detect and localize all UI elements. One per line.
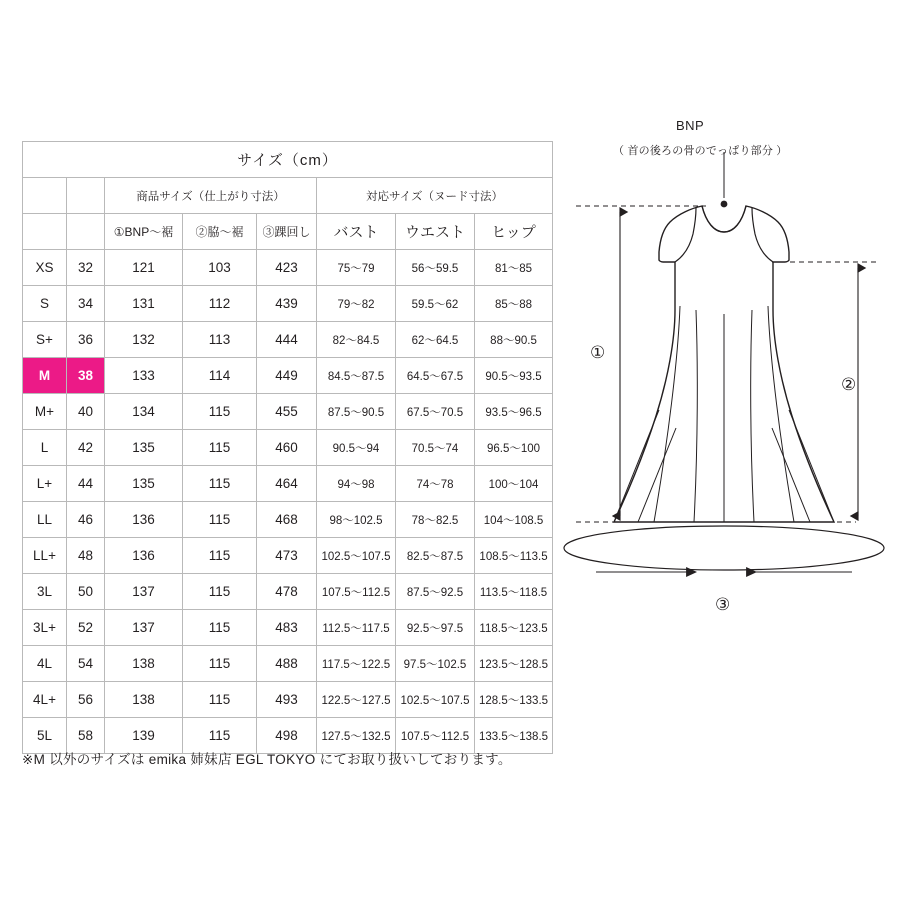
- table-row: [23, 466, 553, 502]
- table-row: [23, 502, 553, 538]
- cell-number: 40: [67, 394, 105, 430]
- cell-waist: 107.5〜112.5: [396, 718, 475, 754]
- cell-number: 34: [67, 286, 105, 322]
- cell-number: 38: [67, 358, 105, 394]
- col-header-side-hem: ②脇〜裾: [183, 214, 257, 250]
- cell-hip: 108.5〜113.5: [475, 538, 553, 574]
- cell-number: 48: [67, 538, 105, 574]
- cell-bust: 94〜98: [317, 466, 396, 502]
- cell-hip: 100〜104: [475, 466, 553, 502]
- cell-bnp-hem: 135: [105, 430, 183, 466]
- cell-hip: 93.5〜96.5: [475, 394, 553, 430]
- cell-number: 42: [67, 430, 105, 466]
- cell-bnp-hem: 132: [105, 322, 183, 358]
- cell-size: 3L: [23, 574, 67, 610]
- cell-number: 46: [67, 502, 105, 538]
- table-column-header-row: [23, 214, 553, 250]
- cell-hem-circumference: 493: [257, 682, 317, 718]
- cell-bnp-hem: 138: [105, 682, 183, 718]
- table-row: [23, 574, 553, 610]
- table-row: [23, 250, 553, 286]
- cell-bust: 112.5〜117.5: [317, 610, 396, 646]
- col-header-size: [23, 214, 67, 250]
- measure-marker-1: ①: [590, 343, 606, 362]
- page-title: サイズ（cm）: [23, 142, 553, 178]
- cell-hem-circumference: 439: [257, 286, 317, 322]
- table-row: [23, 358, 553, 394]
- bnp-point: [721, 201, 728, 208]
- cell-waist: 78〜82.5: [396, 502, 475, 538]
- group-product-size: 商品サイズ（仕上がり寸法）: [105, 178, 317, 214]
- cell-hem-circumference: 483: [257, 610, 317, 646]
- cell-bnp-hem: 137: [105, 574, 183, 610]
- table-row: [23, 610, 553, 646]
- cell-hip: 81〜85: [475, 250, 553, 286]
- cell-waist: 59.5〜62: [396, 286, 475, 322]
- cell-bnp-hem: 137: [105, 610, 183, 646]
- cell-side-hem: 112: [183, 286, 257, 322]
- group-blank-1: [23, 178, 67, 214]
- cell-hip: 118.5〜123.5: [475, 610, 553, 646]
- cell-hip: 96.5〜100: [475, 430, 553, 466]
- cell-hip: 133.5〜138.5: [475, 718, 553, 754]
- cell-hem-circumference: 478: [257, 574, 317, 610]
- cell-bnp-hem: 136: [105, 502, 183, 538]
- col-header-bnp-hem: ①BNP〜裾: [105, 214, 183, 250]
- cell-hip: 128.5〜133.5: [475, 682, 553, 718]
- table-group-header-row: [23, 178, 553, 214]
- cell-hem-circumference: 460: [257, 430, 317, 466]
- col-header-waist: ウエスト: [396, 214, 475, 250]
- cell-waist: 64.5〜67.5: [396, 358, 475, 394]
- cell-bust: 117.5〜122.5: [317, 646, 396, 682]
- cell-bnp-hem: 131: [105, 286, 183, 322]
- cell-side-hem: 115: [183, 430, 257, 466]
- cell-bnp-hem: 133: [105, 358, 183, 394]
- cell-number: 32: [67, 250, 105, 286]
- hem-circumference-ellipse: [564, 526, 884, 570]
- cell-bnp-hem: 134: [105, 394, 183, 430]
- cell-side-hem: 115: [183, 538, 257, 574]
- cell-size: 3L+: [23, 610, 67, 646]
- cell-side-hem: 103: [183, 250, 257, 286]
- cell-number: 50: [67, 574, 105, 610]
- cell-hip: 123.5〜128.5: [475, 646, 553, 682]
- cell-side-hem: 115: [183, 718, 257, 754]
- cell-bust: 87.5〜90.5: [317, 394, 396, 430]
- cell-size: S+: [23, 322, 67, 358]
- bnp-description: （ 首の後ろの骨のでっぱり部分 ）: [613, 145, 788, 157]
- cell-hem-circumference: 468: [257, 502, 317, 538]
- cell-size: M+: [23, 394, 67, 430]
- cell-waist: 70.5〜74: [396, 430, 475, 466]
- cell-bnp-hem: 138: [105, 646, 183, 682]
- group-matching-size: 対応サイズ（ヌード寸法）: [317, 178, 553, 214]
- cell-waist: 67.5〜70.5: [396, 394, 475, 430]
- cell-waist: 92.5〜97.5: [396, 610, 475, 646]
- cell-number: 36: [67, 322, 105, 358]
- cell-hip: 90.5〜93.5: [475, 358, 553, 394]
- cell-number: 44: [67, 466, 105, 502]
- cell-hem-circumference: 498: [257, 718, 317, 754]
- size-table-body: [23, 250, 553, 754]
- cell-waist: 82.5〜87.5: [396, 538, 475, 574]
- cell-hem-circumference: 449: [257, 358, 317, 394]
- cell-size: L+: [23, 466, 67, 502]
- cell-number: 56: [67, 682, 105, 718]
- cell-side-hem: 115: [183, 574, 257, 610]
- cell-side-hem: 115: [183, 394, 257, 430]
- table-row: [23, 430, 553, 466]
- table-row: [23, 322, 553, 358]
- cell-bust: 98〜102.5: [317, 502, 396, 538]
- cell-side-hem: 115: [183, 466, 257, 502]
- cell-bust: 102.5〜107.5: [317, 538, 396, 574]
- measure-marker-2: ②: [841, 375, 857, 394]
- cell-side-hem: 114: [183, 358, 257, 394]
- cell-number: 54: [67, 646, 105, 682]
- col-header-hip: ヒップ: [475, 214, 553, 250]
- cell-side-hem: 115: [183, 682, 257, 718]
- size-table: [22, 141, 553, 754]
- cell-number: 52: [67, 610, 105, 646]
- bnp-label: BNP: [676, 118, 705, 133]
- cell-waist: 74〜78: [396, 466, 475, 502]
- col-header-hem-circumference: ③踝回し: [257, 214, 317, 250]
- cell-waist: 97.5〜102.5: [396, 646, 475, 682]
- cell-bust: 79〜82: [317, 286, 396, 322]
- cell-waist: 62〜64.5: [396, 322, 475, 358]
- cell-hip: 104〜108.5: [475, 502, 553, 538]
- cell-side-hem: 115: [183, 502, 257, 538]
- cell-hem-circumference: 444: [257, 322, 317, 358]
- group-blank-2: [67, 178, 105, 214]
- cell-hip: 85〜88: [475, 286, 553, 322]
- cell-bust: 75〜79: [317, 250, 396, 286]
- cell-size: 4L+: [23, 682, 67, 718]
- size-table-container: [22, 141, 552, 754]
- cell-hip: 88〜90.5: [475, 322, 553, 358]
- cell-side-hem: 115: [183, 610, 257, 646]
- cell-size: XS: [23, 250, 67, 286]
- table-row: [23, 646, 553, 682]
- cell-waist: 87.5〜92.5: [396, 574, 475, 610]
- cell-side-hem: 115: [183, 646, 257, 682]
- cell-hem-circumference: 488: [257, 646, 317, 682]
- cell-side-hem: 113: [183, 322, 257, 358]
- cell-hem-circumference: 423: [257, 250, 317, 286]
- cell-hem-circumference: 464: [257, 466, 317, 502]
- cell-bnp-hem: 121: [105, 250, 183, 286]
- cell-bust: 127.5〜132.5: [317, 718, 396, 754]
- cell-number: 58: [67, 718, 105, 754]
- table-row: [23, 394, 553, 430]
- cell-hem-circumference: 473: [257, 538, 317, 574]
- table-row: [23, 682, 553, 718]
- cell-bust: 84.5〜87.5: [317, 358, 396, 394]
- footnote: ※M 以外のサイズは emika 姉妹店 EGL TOKYO にてお取り扱いしております。: [22, 752, 512, 767]
- cell-bust: 107.5〜112.5: [317, 574, 396, 610]
- table-row: [23, 286, 553, 322]
- cell-size: LL: [23, 502, 67, 538]
- cell-bnp-hem: 136: [105, 538, 183, 574]
- cell-hem-circumference: 455: [257, 394, 317, 430]
- cell-size: L: [23, 430, 67, 466]
- table-title-row: [23, 142, 553, 178]
- cell-bnp-hem: 135: [105, 466, 183, 502]
- measure-marker-3: ③: [715, 595, 731, 614]
- cell-size: S: [23, 286, 67, 322]
- cell-size: 5L: [23, 718, 67, 754]
- cell-size: 4L: [23, 646, 67, 682]
- cell-size: M: [23, 358, 67, 394]
- cell-bnp-hem: 139: [105, 718, 183, 754]
- cell-size: LL+: [23, 538, 67, 574]
- cell-waist: 56〜59.5: [396, 250, 475, 286]
- dress-measurement-diagram: [556, 110, 892, 650]
- cell-bust: 90.5〜94: [317, 430, 396, 466]
- cell-hip: 113.5〜118.5: [475, 574, 553, 610]
- cell-bust: 122.5〜127.5: [317, 682, 396, 718]
- cell-waist: 102.5〜107.5: [396, 682, 475, 718]
- cell-bust: 82〜84.5: [317, 322, 396, 358]
- col-header-bust: バスト: [317, 214, 396, 250]
- col-header-number: [67, 214, 105, 250]
- table-row: [23, 538, 553, 574]
